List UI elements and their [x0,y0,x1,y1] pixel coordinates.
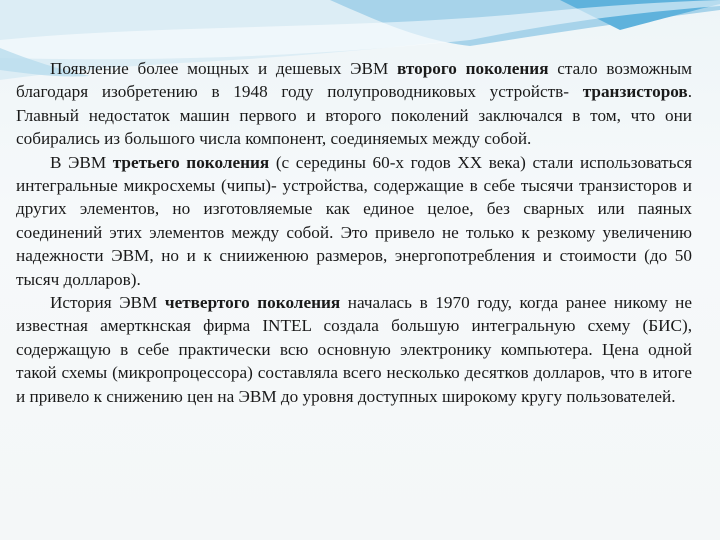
body-text [16,57,692,408]
text-span: началась в 1970 году, когда ранее никому не известная амерткнская фирма INTEL создала большую интегральную схему (БИС), содержащую в себе практически всю основную электронику компьютера. Цена одной такой схемы (микропроцессора) составляла всего несколько десятков долларов, что в итоге и привело к снижению цен на ЭВМ до уровня доступных широкому кругу пользователей. [16,293,693,406]
term-third-generation: третьего поколения [112,152,270,172]
paragraph-fourth-generation [16,291,692,408]
text-span: (с середины 60-х годов XX века) стали использоваться интегральные микросхемы (чипы)- устройства, содержащие в себе тысячи транзисторов и других элементов, но изготовляемые как единое целое, без сварных или паяных соединений этих элементов между собой. Это привело не только к резкому увеличению надежности ЭВМ, но и к снииженюю размеров, энергопотребления и стоимости (до 50 тысяч долларов). [16,152,693,289]
text-span: В ЭВМ [50,152,113,172]
text-span: . Главный недостаток машин первого и второго поколений заключался в том, что они собирались из большого числа компонент, соединяемых между собой. [16,82,692,149]
paragraph-second-generation [16,57,692,151]
text-span: Появление более мощных и дешевых ЭВМ [50,59,398,78]
text-span: стало возможным благодаря изобретению в 1948 году полупроводниковых устройств- [16,59,692,102]
text-span: История ЭВМ [50,293,165,313]
term-transistors: транзисторов [582,82,688,102]
term-fourth-generation: четвертого поколения [164,293,341,313]
paragraph-third-generation [16,151,692,291]
term-second-generation: второго поколения [397,59,549,78]
